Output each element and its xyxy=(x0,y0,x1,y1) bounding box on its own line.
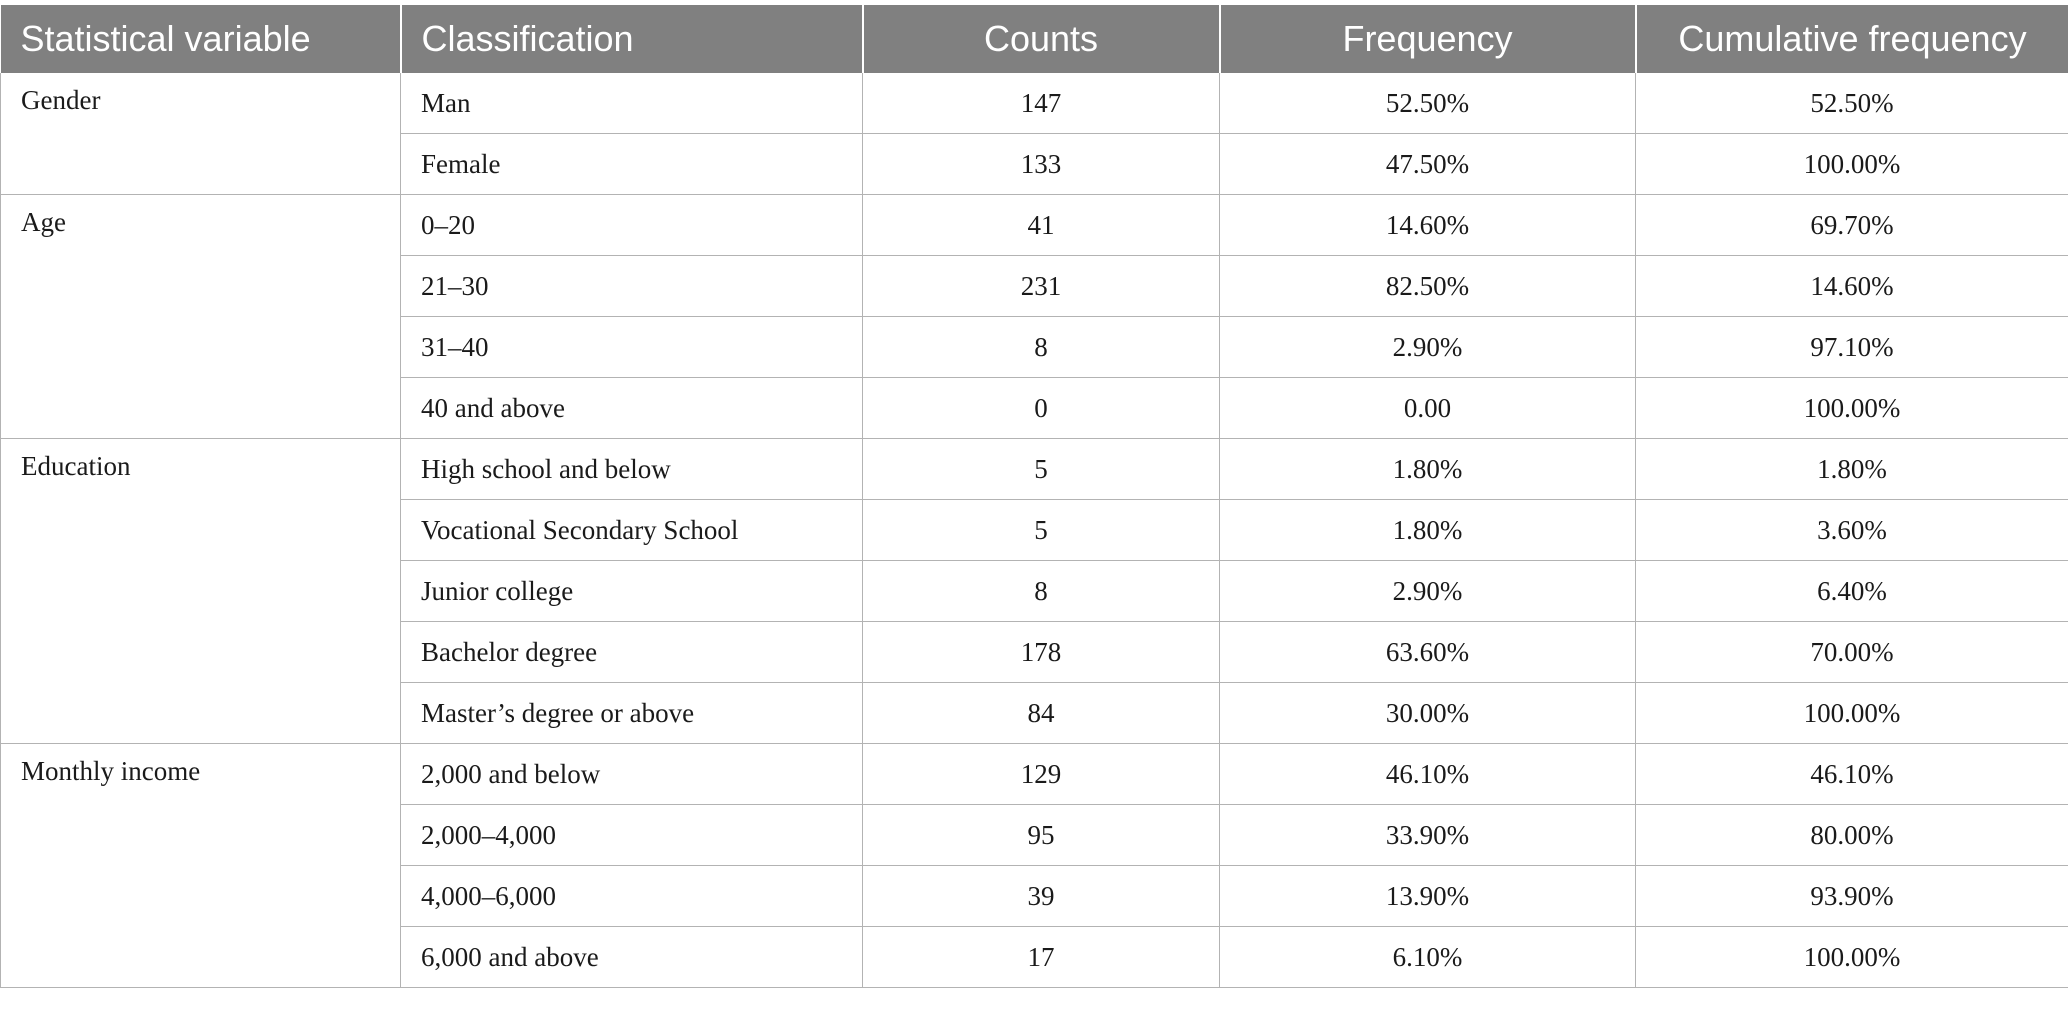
cumulative-frequency-cell: 97.10% xyxy=(1636,317,2068,378)
table-row xyxy=(1,439,2068,500)
cumulative-frequency-cell: 100.00% xyxy=(1636,134,2068,195)
cumulative-frequency-cell: 70.00% xyxy=(1636,622,2068,683)
classification-cell: 2,000–4,000 xyxy=(401,805,863,866)
group-label-age: Age xyxy=(1,195,401,439)
classification-cell: 21–30 xyxy=(401,256,863,317)
counts-cell: 95 xyxy=(863,805,1220,866)
classification-cell: 0–20 xyxy=(401,195,863,256)
frequency-cell: 1.80% xyxy=(1220,439,1636,500)
classification-cell: Bachelor degree xyxy=(401,622,863,683)
cumulative-frequency-cell: 1.80% xyxy=(1636,439,2068,500)
frequency-cell: 46.10% xyxy=(1220,744,1636,805)
classification-cell: Master’s degree or above xyxy=(401,683,863,744)
cumulative-frequency-cell: 46.10% xyxy=(1636,744,2068,805)
cumulative-frequency-cell: 100.00% xyxy=(1636,683,2068,744)
frequency-cell: 2.90% xyxy=(1220,317,1636,378)
classification-cell: 4,000–6,000 xyxy=(401,866,863,927)
classification-cell: 31–40 xyxy=(401,317,863,378)
header-counts: Counts xyxy=(863,5,1220,73)
table-row xyxy=(1,744,2068,805)
cumulative-frequency-cell: 80.00% xyxy=(1636,805,2068,866)
cumulative-frequency-cell: 52.50% xyxy=(1636,73,2068,134)
frequency-cell: 2.90% xyxy=(1220,561,1636,622)
classification-cell: Man xyxy=(401,73,863,134)
classification-cell: Female xyxy=(401,134,863,195)
frequency-cell: 82.50% xyxy=(1220,256,1636,317)
cumulative-frequency-cell: 100.00% xyxy=(1636,378,2068,439)
classification-cell: High school and below xyxy=(401,439,863,500)
table-row xyxy=(1,195,2068,256)
table-body xyxy=(1,73,2068,988)
counts-cell: 8 xyxy=(863,317,1220,378)
table-row xyxy=(1,73,2068,134)
frequency-cell: 0.00 xyxy=(1220,378,1636,439)
frequency-cell: 63.60% xyxy=(1220,622,1636,683)
counts-cell: 17 xyxy=(863,927,1220,988)
counts-cell: 133 xyxy=(863,134,1220,195)
counts-cell: 129 xyxy=(863,744,1220,805)
counts-cell: 5 xyxy=(863,500,1220,561)
classification-cell: 6,000 and above xyxy=(401,927,863,988)
cumulative-frequency-cell: 6.40% xyxy=(1636,561,2068,622)
counts-cell: 178 xyxy=(863,622,1220,683)
counts-cell: 84 xyxy=(863,683,1220,744)
frequency-cell: 33.90% xyxy=(1220,805,1636,866)
frequency-cell: 1.80% xyxy=(1220,500,1636,561)
counts-cell: 39 xyxy=(863,866,1220,927)
cumulative-frequency-cell: 14.60% xyxy=(1636,256,2068,317)
frequency-cell: 6.10% xyxy=(1220,927,1636,988)
header-cumulative-frequency: Cumulative frequency xyxy=(1636,5,2068,73)
group-label-gender: Gender xyxy=(1,73,401,195)
header-row xyxy=(1,5,2068,73)
counts-cell: 231 xyxy=(863,256,1220,317)
group-label-education: Education xyxy=(1,439,401,744)
frequency-cell: 14.60% xyxy=(1220,195,1636,256)
cumulative-frequency-cell: 93.90% xyxy=(1636,866,2068,927)
counts-cell: 0 xyxy=(863,378,1220,439)
frequency-cell: 13.90% xyxy=(1220,866,1636,927)
counts-cell: 8 xyxy=(863,561,1220,622)
cumulative-frequency-cell: 3.60% xyxy=(1636,500,2068,561)
counts-cell: 5 xyxy=(863,439,1220,500)
classification-cell: Vocational Secondary School xyxy=(401,500,863,561)
frequency-cell: 47.50% xyxy=(1220,134,1636,195)
cumulative-frequency-cell: 69.70% xyxy=(1636,195,2068,256)
table-header xyxy=(1,5,2068,73)
counts-cell: 147 xyxy=(863,73,1220,134)
header-statistical-variable: Statistical variable xyxy=(1,5,401,73)
demographics-table xyxy=(0,5,2068,988)
demographics-table-container xyxy=(0,5,2068,988)
classification-cell: Junior college xyxy=(401,561,863,622)
frequency-cell: 52.50% xyxy=(1220,73,1636,134)
counts-cell: 41 xyxy=(863,195,1220,256)
classification-cell: 2,000 and below xyxy=(401,744,863,805)
frequency-cell: 30.00% xyxy=(1220,683,1636,744)
cumulative-frequency-cell: 100.00% xyxy=(1636,927,2068,988)
header-frequency: Frequency xyxy=(1220,5,1636,73)
group-label-monthly-income: Monthly income xyxy=(1,744,401,988)
classification-cell: 40 and above xyxy=(401,378,863,439)
header-classification: Classification xyxy=(401,5,863,73)
